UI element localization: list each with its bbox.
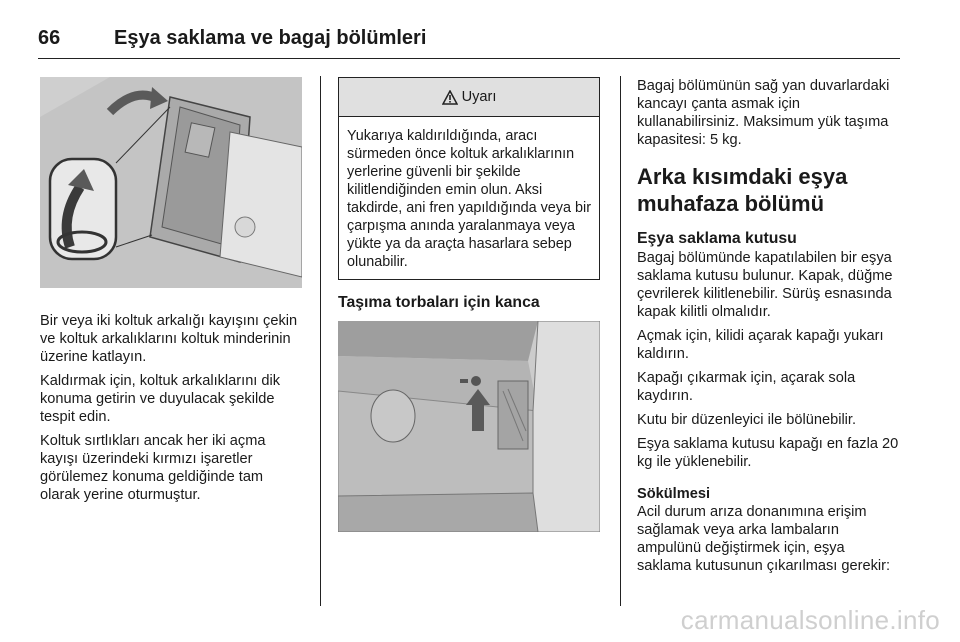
seat-fold-illustration (40, 77, 302, 288)
warning-title: Uyarı (461, 89, 497, 105)
minor-heading: Sökülmesi (637, 486, 710, 502)
column-divider-left (320, 76, 321, 606)
subsection-heading: Eşya saklama kutusu (637, 230, 797, 247)
column-divider-right (620, 76, 621, 606)
paragraph: Koltuk sırtlıkları ancak her iki açma kayışı üzerindeki kırmızı işaretler görülemez konuma geldiğinde tam olarak yerine oturmuştur. (40, 433, 266, 503)
left-column (40, 77, 304, 510)
paragraph: Açmak için, kilidi açarak kapağı yukarı kaldırın. (637, 328, 884, 362)
bag-hook-drawing (338, 321, 600, 532)
section-heading: Taşıma torbaları için kanca (338, 294, 540, 311)
paragraph: Bir veya iki koltuk arkalığı kayışını çekin ve koltuk arkalıklarını koltuk minderinin üzerine katlayın. (40, 313, 298, 365)
paragraph: Bagaj bölümünün sağ yan duvarlardaki kancayı çanta asmak için kullanabilirsiniz. Maksimum yük taşıma kapasitesi: 5 kg. (637, 78, 890, 148)
page-number: 66 (38, 26, 61, 49)
middle-column (338, 77, 602, 532)
header-rule (38, 58, 900, 59)
right-column (637, 77, 903, 581)
warning-triangle-icon (442, 90, 458, 105)
paragraph: Acil durum arıza donanımına erişim sağlamak veya arka lambaların ampulünü değiştirmek için, eşya saklama kutusunun çıkarılması gerekir: (637, 504, 891, 574)
page-title: Eşya saklama ve bagaj bölümleri (114, 26, 427, 49)
warning-text: Yukarıya kaldırıldığında, aracı sürmeden önce koltuk arkalıklarının yerlerine güvenli bir şekilde kilitlendiğinden emin olun. Aksi takdirde, ani fren yapıldığında veya bir çarpışma anında yaralanmaya veya yükte ya da araçta hasarlara sebep olunabilir. (347, 128, 591, 270)
section-heading: Arka kısımdaki eşya muhafaza bölümü (637, 164, 848, 216)
seat-fold-drawing (40, 77, 302, 288)
paragraph: Eşya saklama kutusu kapağı en fazla 20 kg ile yüklenebilir. (637, 436, 899, 470)
warning-box (338, 77, 600, 280)
watermark: carmanualsonline.info (680, 605, 940, 635)
paragraph: Kutu bir düzenleyici ile bölünebilir. (637, 412, 857, 428)
warning-header (339, 78, 599, 117)
paragraph: Kaldırmak için, koltuk arkalıklarını dik konuma getirin ve duyulacak şekilde tespit edin. (40, 373, 281, 425)
paragraph: Kapağı çıkarmak için, açarak sola kaydırın. (637, 370, 856, 404)
page-header (38, 18, 900, 58)
bag-hook-illustration (338, 321, 600, 532)
paragraph: Bagaj bölümünde kapatılabilen bir eşya saklama kutusu bulunur. Kapak, düğme çevrilerek kilitlenebilir. Sürüş esnasında kapak kilitli olmalıdır. (637, 250, 893, 320)
